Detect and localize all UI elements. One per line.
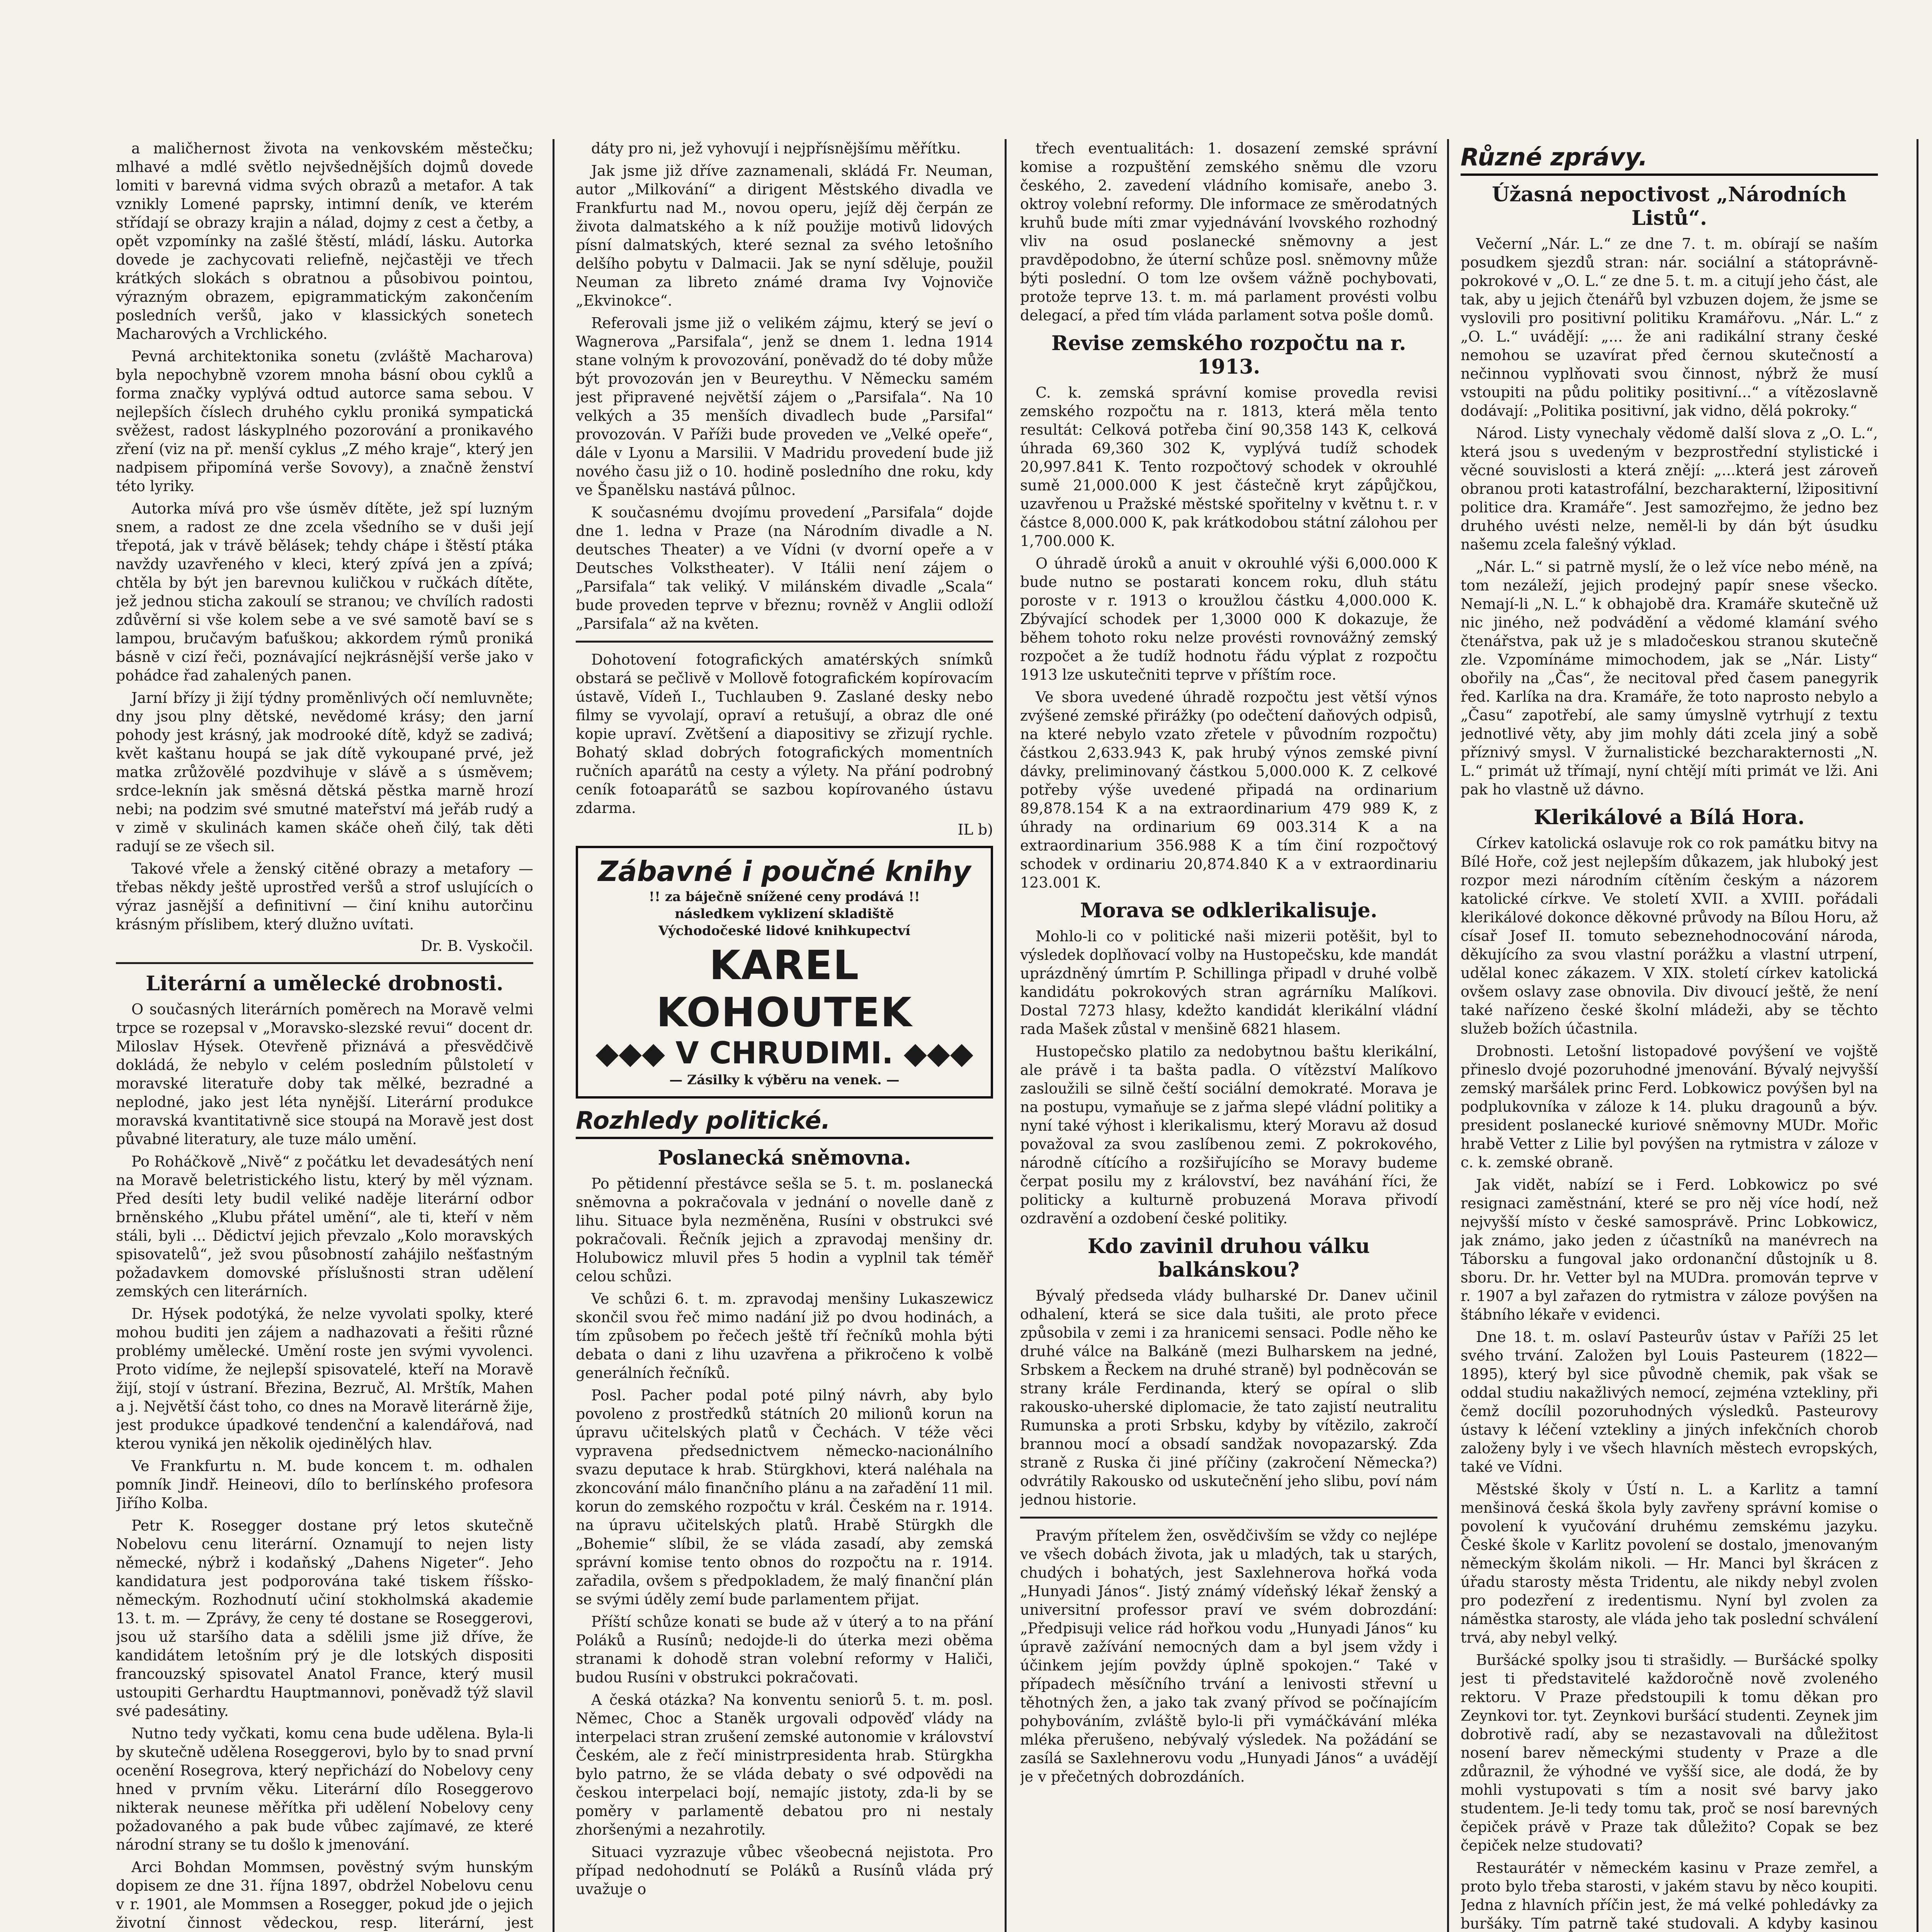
- notice-tag: IL b): [957, 821, 993, 838]
- article-heading: Morava se odklerikalisuje.: [1080, 899, 1378, 922]
- paragraph: Referovali jsme již o velikém zájmu, který se jeví o Wagnerova „Parsifala“, jenž se dnem 1. ledna 1914 stane volným k provozování, poněvadž do té doby může být provozován jen v Beureythu. V Německu samém jest připravené největší zájem o „Parsifala“. Na 10 velkých a 35 menších divadlech bude „Parsifal“ provozován. V Paříži bude proveden ve „Velké opeře“, dále v Lyonu a Marsilii. V Madridu provedení bude již nového času již o 10. hodině posledního dne roku, kdy ve Španělsku nastává půlnoc.: [576, 315, 993, 498]
- paragraph: Po pětidenní přestávce sešla se 5. t. m. poslanecká sněmovna a pokračovala v jednání o novelle daně z lihu. Situace byla nezměněna, Rusíni v obstrukci své pokračovali. Řečník jejich a zpravodaj menšiny dr. Holubowicz mluvil přes 5 hodin a vyplnil tak téměř celou schůzi.: [576, 1175, 993, 1285]
- column-rule: [553, 139, 554, 1932]
- paragraph: Hustopečsko platilo za nedobytnou baštu klerikální, ale právě i ta bašta padla. O vítězství Malíkovo zasloužili se silně čeští sociální demokraté. Morava je na postupu, vymaňuje se z jařma slepé vládní politiky a nyní také výhost i klerikalismu, který Moravu až dosud považoval za svou zaslíbenou zemi. Z pokrokového, národně cítícího a rozšiřujícího se Moravy budeme čerpat posilu my z království, bez naváhání říci, že politicky a kulturně probuzená Morava přivodí ozdravění a ozdobení české politiky.: [1020, 1043, 1437, 1227]
- divider: [576, 641, 993, 643]
- paragraph: K současnému dvojímu provedení „Parsifala“ dojde dne 1. ledna v Praze (na Národním divadle a N. deutsches Theater) a ve Vídni (v dvorní opeře a v Deutsches Volkstheater). V Itálii není zájem o „Parsifala“ tak veliký. V milánském divadle „Scala“ bude proveden teprve v březnu; rovněž v Anglii odloží „Parsifala“ až na květen.: [576, 504, 993, 632]
- paragraph: a maličhernost života na venkovském městečku; mlhavé a mdlé světlo nejvšednějších dojmů dovede lomiti v barevná vidma svých obrazů a metafor. A tak vznikly Lomené paprsky, intimní deník, ve kterém střídají se obrazy krajin a nálad, dojmy z cest a četby, a opět vzpomínky na zašlé štěstí, mládí, lásku. Autorka dovede je zachycovati reliefně, nejčastěji ve třech krátkých slokách s obratnou a působivou pointou, výrazným obrazem, epigrammatickým zakončením posledních veršů, jako v klassických sonetech Macharových a Vrchlického.: [116, 140, 533, 342]
- paragraph: A česká otázka? Na konventu seniorů 5. t. m. posl. Němec, Choc a Staněk urgovali odpověď vlády na interpelaci stran zrušení zemské autonomie v království Českém, ale z řečí ministrpresidenta hrab. Stürgkha bylo patrno, že se vláda debaty o své odpovědi na českou interpelaci bojí, nemajíc jistoty, zda-li by se poměry v parlamentě debatou pro ni nestaly zhoršenými a nezahrotily.: [576, 1691, 993, 1838]
- paragraph: Církev katolická oslavuje rok co rok památku bitvy na Bílé Hoře, což jest nejlepším důkazem, jak hluboký jest rozpor mezi národním cítěním českým a názorem katolické církve. Ve století XVII. a XVIII. pořádali klerikálové dokonce děkovné průvody na Bílou Horu, až císař Josef II. tomuto sebeznehodnocování národa, děkujícího za svou vlastní porážku a vlastní utrpení, udělal konec zákazem. V XIX. století církev katolická ovšem oslavy zase obnovila. Div divoucí ještě, že není také nařízeno české školní mládeži, aby se těchto služeb božích účastnila.: [1461, 835, 1878, 1037]
- ad-name: KAREL KOHOUTEK: [656, 942, 913, 1036]
- article-heading: Úžasná nepoctivost „Národních Listů“.: [1492, 183, 1847, 230]
- column-rule: [1447, 139, 1449, 1932]
- note: Petr K. Rosegger dostane prý letos skutečně Nobelovu cenu literární. Oznamují to nejen listy německé, nýbrž i kodaňský „Dahens Nigeter“. Jeho kandidatura jest podporována také tiskem říšsko-německým. Rozhodnutí učiní stokholmská akademie 13. t. m. — Zprávy, že ceny té dostane se Roseggerovi, jsou už staršího data a sdělili jsme již dříve, že kandidátem letošním prý je dle lotských dispositi francouzský spisovatel Anatol France, který musil ustoupiti Gerhardtu Hauptmannovi, poněvadž týž slavil své padesátiny.: [116, 1517, 533, 1719]
- ad-line: Východočeské lidové knihkupectví: [658, 923, 910, 939]
- column-4: [1461, 139, 1878, 1932]
- paragraph: Ve sbora uvedené úhradě rozpočtu jest větší výnos zvýšené zemské přirážky (po odečtení daňových odpisů, na které nebylo vzato zřetele v původním rozpočtu) částkou 2,633.943 K, pak hrubý výnos zemské pivní dávky, preliminovaný částkou 5,000.000 K. Z celkové potřeby výše uvedené připadá na ordinarium 89,878.154 K a na extraordinarium 479 989 K, z úhrady na ordinarium 69 003.314 K a na extraordinarium 356.988 K a tím činí rozpočtový schodek v ordinariu 20,874.840 K a v extraordinariu 123.001 K.: [1020, 689, 1437, 891]
- ad-city: ◆◆◆ V CHRUDIMI. ◆◆◆: [595, 1036, 973, 1071]
- column-1: [116, 139, 533, 1932]
- divider: [116, 962, 533, 964]
- notice: Dohotovení fotografických amatérských snímků obstará se pečlivě v Mollově fotografickém kopírovacím ústavě, Vídeň I., Tuchlauben 9. Zaslané desky nebo filmy se vyvolají, opraví a retušují, a obraz dle oné kopie upraví. Zvětšení a diapositivy se zřizují rychle. Bohatý sklad dobrých fotografických momentních ručních aparátů na cesty a výlety. Na přání podrobný ceník fotoaparátů se sazbou kopírovaného ústavu zdarma.: [576, 651, 993, 816]
- paragraph: Drobnosti. Letošní listopadové povýšení ve vojště přineslo dvojé pozoruhodné jmenování. Bývalý nejvyšší zemský maršálek princ Ferd. Lobkowicz povýšen byl na podplukovníka v záloze k 14. pluku dragounů a býv. president poslanecké kuriové sněmovny MUDr. Mořic hrabě Vetter z Lilie byl povýšen na rytmistra v záloze v c. k. zemské obraně.: [1461, 1043, 1878, 1171]
- section-heading: Různé zprávy.: [1461, 143, 1878, 176]
- signature: Dr. B. Vyskočil.: [420, 937, 533, 954]
- paragraph: Bývalý předseda vlády bulharské Dr. Danev učinil odhalení, která se sice dala tušiti, ale proto přece způsobila v zemi i za hranicemi sensaci. Podle něho ke druhé válce na Balkáně (mezi Bulharskem na jedné, Srbskem a Řeckem na druhé straně) byl podněcován se strany krále Ferdinanda, který se opíral o slib rakousko-uherské diplomacie, že tato zajistí neutralitu Rumunska a proti Srbsku, kdyby by vítězilo, zakročí brannou mocí a obsadí sandžak novopazarský. Zda straně z Ruska či jiné příčiny (zakročení Německa?) odvrátily Rakousko od uskutečnění jeho slibu, poví nám jednou historie.: [1020, 1287, 1437, 1508]
- article-heading: Literární a umělecké drobnosti.: [146, 972, 503, 995]
- paragraph: Národ. Listy vynechaly vědomě další slova z „O. L.“, která jsou s uvedeným v bezprostřední stylistické i věcné souvislosti a která znějí: „...která jest zároveň obranou proti katastrofální, bezcharakterní, lžipositivní politice dra. Kramáře“. Jest samozřejmo, že jedno bez druhého uvésti nelze, neměl-li by dán být úsudku našemu zcela falešný výklad.: [1461, 425, 1878, 553]
- paragraph: Dne 18. t. m. oslaví Pasteurův ústav v Paříži 25 let svého trvání. Založen byl Louis Pasteurem (1822—1895), který byl sice původně chemik, pak však se oddal studiu nakažlivých nemocí, zejména vztekliny, při čemž docílil pozoruhodných výsledků. Pasteurovy ústavy k léčení vztekliny a jiných infekčních chorob založeny byly i ve všech hlavních městech evropských, také ve Vídni.: [1461, 1328, 1878, 1475]
- paragraph: Ve schůzi 6. t. m. zpravodaj menšiny Lukaszewicz skončil svou řeč mimo nadání již po dvou hodinách, a tím způsobem po řečech ještě tří řečníků mohla býti debata o dani z lihu uzavřena a přikročeno k volbě generálních řečníků.: [576, 1290, 993, 1381]
- paragraph: Jarní břízy ji žijí týdny proměnlivých očí nemluvněte; dny jsou plny dětské, nevědomé krásy; den jarní pohody jest krásný, jak modrooké dítě, když se zadivá; květ kaštanu houpá se jak dítě vykoupané prvé, jež matka zrůžovělé pozdvihuje v slávě a s úsměvem; srdce-leknín jak směsná dětská pěstka marně hrozí nebi; na podzim své smutné mateřství má jeřáb rudý a v zimě v skulinách kamen skáče oheň čilý, tak děti radují se ze všech sil.: [116, 689, 533, 855]
- paragraph: Mohlo-li co v politické naši mizerii potěšit, byl to výsledek doplňovací volby na Hustopečsku, kde mandát uprázdněný úmrtím P. Schillinga připadl v druhé volbě kandidátu pokrokových stran agrárníku Malíkovi. Dostal 7273 hlasy, kdežto kandidát klerikální vládní rada Mašek zůstal v menšině 6821 hlasem.: [1020, 928, 1437, 1037]
- article-heading: Klerikálové a Bílá Hora.: [1534, 806, 1805, 829]
- notice: Pravým přítelem žen, osvědčivším se vždy co nejlépe ve všech dobách života, jak u mladých, tak u starých, chudých i bohatých, jest Saxlehnerova hořká voda „Hunyadi János“. Jistý známý vídeňský lékař ženský a universitní professor praví ve svém dobrozdání: „Předpisuji velice rád hořkou vodu „Hunyadi János“ ku úpravě zažívání nemocných dam a byl jsem vždy i účinkem jejím povždy úplně spokojen.“ Také v případech měsíčního trvání a lenivosti střevní u těhotných žen, a jako tak zvaný přívod se počínajícím pohybováním, zvláště bylo-li při vymáčkávání mléka mléka přerušeno, nebývalý výsledek. Na požádání se zasílá se Saxlehnerovu vodu „Hunyadi János“ a uvádějí je v přečetných dobrozdáních.: [1020, 1527, 1437, 1785]
- paragraph: Jak jsme již dříve zaznamenali, skládá Fr. Neuman, autor „Milkování“ a dirigent Městského divadla ve Frankfurtu nad M., novou operu, jejíž děj čerpán ze života dalmatského a k níž použije motivů lidových písní dalmatských, které seznal za svého letošního delšího pobytu v Dalmacii. Jak se nyní sděluje, použil Neuman za libreto známé drama Ivy Vojnoviče „Ekvinokce“.: [576, 162, 993, 309]
- paragraph: „Nár. L.“ si patrně myslí, že o lež více nebo méně, na tom nezáleží, jejich prodejný papír snese všecko. Nemají-li „N. L.“ k obhajobě dra. Kramáře skutečně už nic jiného, než podvádění a vědomé klamání svého čtenářstva, pak už je s mladočeskou stranou skutečně zle. Vzpomínáme mimochodem, jak se „Nár. Listy“ obořily na „Čas“, že necitoval před časem panegyrik řed. Karlíka na dra. Kramáře, že toto naprosto nebylo a „Času“ zapotřebí, ale samy úmyslně vytrhují z textu jednotlivé věty, aby jim mohly dáti zcela jiný a sobě příznivý smysl. V žurnalistické bezcharakternosti „N. L.“ primát už třímají, nyní chtějí míti primát ve lži. Ani pak ho vlastně už dávno.: [1461, 558, 1878, 798]
- paragraph: Příští schůze konati se bude až v úterý a to na přání Poláků a Rusínů; nedojde-li do úterka mezi oběma stranami k dohodě stran volební reformy v Haliči, budou Rusíni v obstrukci pokračovati.: [576, 1613, 993, 1686]
- column-rule: [1917, 139, 1918, 1932]
- divider: [1020, 1517, 1437, 1519]
- article-heading: Kdo zavinil druhou válku balkánskou?: [1087, 1235, 1370, 1282]
- article-heading: Revise zemského rozpočtu na r. 1913.: [1051, 332, 1406, 379]
- note: Nutno tedy vyčkati, komu cena bude udělena. Byla-li by skutečně udělena Roseggerovi, bylo by to snad první ocenění Rosegrova, který nepřichází do Nobelovy ceny hned v prvním věku. Literární dílo Roseggerovo nikterak neunese měřítka při udělení Nobelovy ceny požadovaného a pak bude vůbec zajímavé, ze které národní strany se tu došlo k jmenování.: [116, 1725, 533, 1853]
- paragraph: Situaci vyzrazuje vůbec všeobecná nejistota. Pro případ nedohodnutí se Poláků a Rusínů vláda prý uvažuje o: [576, 1844, 993, 1898]
- paragraph: Autorka mívá pro vše úsměv dítěte, jež spí luzným snem, a radost ze dne zcela všedního se v duši její třepotá, jak v trávě bělásek; tehdy chápe i štěstí ptáka navždy uzavřeného v kleci, který zpívá jen a zpívá; chtěla by být jen barevnou kuličkou v ručkách dítěte, jež jednou sticha zakoulí se stranou; ve chvílích radosti zdůvěrní si vše kolem sebe a ve své samotě baví se s lampou, bručavým baťuškou; akkordem rýmů proniká básně v cizí řeči, poznávající nejkrásnější verše jako v pohádce řad zahalených panen.: [116, 500, 533, 684]
- paragraph: O úhradě úroků a anuit v okrouhlé výši 6,000.000 K bude nutno se postarati koncem roku, dluh státu poroste v r. 1913 o kroužlou částku 4,000.000 K. Zbývající schodek per 1,3000 000 K dokazuje, že během tohoto roku nelze provésti rovnovážný zemský rozpočet a že tudíž hodnotu řádu výplat z rozpočtu 1913 lze uskutečniti teprve v příštím roce.: [1020, 555, 1437, 683]
- paragraph: Buršácké spolky jsou ti strašidly. — Buršácké spolky jest ti představitelé každoročně nově zvoleného rektoru. V Praze předstoupili k tomu děkan pro Zeynkovi tor. tyt. Zeynkovi buršácí studenti. Zeynek jim dobrotivě radí, aby se nezastavovali na důležitost nosení barev německými studenty v Praze a dle zdůraznil, že výhodné ve vyšší sice, ale dodá, že by mohli vystupovati s tím a nosit své barvy jako studentem. Je-li tedy tomu tak, proč se nosí barevných čepiček právě v Praze tak důležito? Copak se bez čepiček nelze studovati?: [1461, 1651, 1878, 1854]
- paragraph: Restaurátér v německém kasinu v Praze zemřel, a proto bylo třeba starosti, v jakém stavu by něco koupiti. Jedna z hlavních příčin jest, že má velké pohledávky za buršáky. Tím patrně také studovali. A kdyby kasinou: [1461, 1859, 1878, 1932]
- article-heading: Poslanecká sněmovna.: [658, 1146, 911, 1170]
- note: Arci Bohdan Mommsen, pověstný svým hunským dopisem ze dne 31. října 1897, obdržel Nobelovu cenu v r. 1901, ale Mommsen a Rosegger, pokud jde o jejich životní činnost vědeckou, resp. literární, jest: [116, 1859, 533, 1931]
- paragraph: dáty pro ni, jež vyhovují i nejpřísnějšímu měřítku.: [591, 140, 961, 157]
- column-2: [576, 139, 993, 1932]
- paragraph: Po Roháčkově „Nivě“ z počátku let devadesátých není na Moravě beletristického listu, který by měl význam. Před desíti lety budil veliké naděje literární odbor brněnského „Klubu přátel umění“, ale ti, kteří v něm stáli, byli ... Dědictví jejich převzalo „Kolo moravských spisovatelů“, jež svou působností zahájilo nešťastným požadavkem domovské příslušnosti stran udělení zemských cen literárních.: [116, 1153, 533, 1300]
- paragraph: třech eventualitách: 1. dosazení zemské správní komise a rozpuštění zemského sněmu dle vzoru českého, 2. zavedení vládního komisaře, anebo 3. oktroy volební reformy. Dle informace ze směrodatných kruhů bude míti zmar vyjednávání lvovského rozhodný vliv na osud poslanecké sněmovny a jest pravděpodobno, že úterní schůze posl. sněmovny může býti poslední. O tom lze ovšem vážně pochybovati, protože teprve 13. t. m. má parlament provésti volbu delegací, a před tím vláda parlament sotva pošle domů.: [1020, 140, 1437, 324]
- ad-title: Zábavné i poučné knihy: [598, 855, 971, 888]
- paragraph: Dr. Hýsek podotýká, že nelze vyvolati spolky, které mohou buditi jen zájem a nadhazovati a řešiti různé problémy umělecké. Umění roste jen svými vyvolenci. Proto vidíme, že nejlepší spisovatelé, kteří na Moravě žijí, stojí v ústraní. Březina, Bezruč, Al. Mrštík, Mahen a j. Největší část toho, co dnes na Moravě literárně žije, jest produkce úpadkové tendenční a kalendářová, nad kterou vyniká jen několik ojedinělých hlav.: [116, 1305, 533, 1452]
- paragraph: Pevná architektonika sonetu (zvláště Macharova) byla nepochybně vzorem mnoha básní obou cyklů a forma značky vyplývá odtud autorce sama sebou. V nejlepších číslech druhého cyklu proniká sympatická svěžest, radost láskyplného pozorování a pronikavého zření (viz na př. menší cyklus „Z mého kraje“, který jen nadpisem připomíná verše Sovovy), a značně ženství této lyriky.: [116, 348, 533, 495]
- ad-line: následkem vyklizení skladiště: [675, 906, 894, 922]
- paragraph: C. k. zemská správní komise provedla revisi zemského rozpočtu na r. 1813, která měla tento resultát: Celková potřeba činí 90,358 143 K, celková úhrada 69,360 302 K, vyplývá tudíž schodek 20,997.841 K. Tento rozpočtový schodek v okrouhlé sumě 21,000.000 K jest částečně kryt zápůjčkou, uzavřenou u Pražské městské spořitelny v květnu t. r. v částce 8,000.000 K, pak krátkodobou státní zálohou per 1,700.000 K.: [1020, 384, 1437, 549]
- column-3: [1020, 139, 1437, 1932]
- paragraph: Jak vidět, nabízí se i Ferd. Lobkowicz po své resignaci zaměstnání, které se pro něj více hodí, než nejvyšší místo v české samosprávě. Princ Lobkowicz, jak známo, jako jeden z účastníků na manévrech na Táborsku a fungoval jako ordonanční důstojník u 8. sboru. Dr. hr. Vetter byl na MUDra. promován teprve v r. 1907 a byl zařazen do rytmistra v záloze povýšen na štábního lékaře v evidenci.: [1461, 1176, 1878, 1323]
- section-heading: Rozhledy politické.: [576, 1106, 993, 1139]
- paragraph: Městské školy v Ústí n. L. a Karlitz a tamní menšinová česká škola byly zavřeny správní komise o povolení k vyučování druhému zemskému jazyku. České škole v Karlitz povolení se dostalo, jmenovaným německým školám nikoli. — Hr. Manci byl škrácen z úřadu starosty města Tridentu, ale nikdy nebyl zvolen pro podezření z iredentismu. Nyní byl zvolen za náměstka starosty, ale vláda jeho tak poslední schválení trvá, aby nebyl velký.: [1461, 1481, 1878, 1646]
- paragraph: O současných literárních poměrech na Moravě velmi trpce se rozepsal v „Moravsko-slezské revui“ docent dr. Miloslav Hýsek. Otevřeně přiznává a přesvědčivě dokládá, že nebylo v celém posledním půlstoletí v moravské literatuře doby tak mělké, bezradné a neplodné, jako jest léta nynější. Literární produkce moravská kvantitativně sice stoupá na Moravě jest dost půvabné literatury, ale tuze málo umění.: [116, 1001, 533, 1148]
- paragraph: Večerní „Nár. L.“ ze dne 7. t. m. obírají se naším posudkem sjezdů stran: nár. sociální a státoprávně-pokrokové v „O. L.“ ze dne 5. t. m. a citují jeho část, ale tak, aby u jejich čtenářů byl vzbuzen dojem, že jsme se vyslovili pro positivní politiku Kramářovu. „Nár. L.“ z „O. L.“ uvádějí: „... že ani radikální strany české nemohou se uzavírat před černou skutečností a nečinnou vyplňovati svou činnost, nýbrž že musí vstoupiti na půdu politiky positivní...“ a vítězoslavně dodávají: „Politika positivní, jak vidno, dělá pokroky.“: [1461, 235, 1878, 419]
- paragraph: Takové vřele a ženský citěné obrazy a metafory — třebas někdy ještě uprostřed veršů a strof uslujících o výraz jasnější a definitivní — činí knihu autorčinu krásným příslibem, který dlužno uvítati.: [116, 860, 533, 933]
- ad-footer: — Zásilky k výběru na venek. —: [669, 1072, 900, 1088]
- advertisement: [576, 846, 993, 1099]
- note: Ve Frankfurtu n. M. bude koncem t. m. odhalen pomník Jindř. Heineovi, dílo to berlínského profesora Jiřího Kolba.: [116, 1458, 533, 1512]
- ad-line: !! za báječně snížené ceny prodává !!: [649, 889, 920, 905]
- column-rule: [1005, 139, 1007, 1932]
- paragraph: Posl. Pacher podal poté pilný návrh, aby bylo povoleno z prostředků státních 20 milionů korun na úpravu učitelských platů v Čechách. V téže věci vypravena předsednictvem německo-nacionálního svazu deputace k hrab. Stürgkhovi, která naléhala na zkoncování málo finančního plánu a na zařadění 11 mil. korun do zemského rozpočtu v král. Českém na r. 1914. na úpravu učitelských platů. Hrabě Stürgkh dle „Bohemie“ slíbil, že se vláda zasadí, aby zemská správní komise tento obnos do rozpočtu na r. 1914. zařadila, ovšem s předpokladem, že malý finanční plán se svými úděly zemí bude parlamentem přijat.: [576, 1387, 993, 1608]
